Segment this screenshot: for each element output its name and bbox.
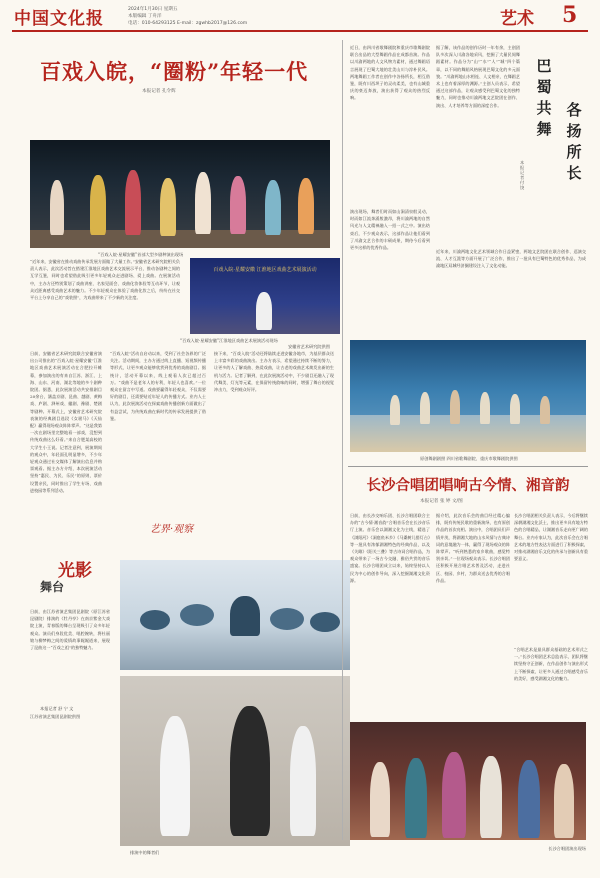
sidebar-title-big: 光影	[58, 561, 92, 581]
article2-title-char-7: 所	[566, 143, 582, 161]
dance-photo-caption: 排演中的舞者们	[130, 850, 160, 855]
sidebar-photo-credit: 江苏省演艺集团昆剧院供图	[30, 714, 81, 719]
article2-vertical-title-2	[560, 100, 588, 184]
article1-column-1: 日前，安徽省艺术研究院联合安徽省演出公司推出的“百戏入皖·星耀安徽”江淮地区戏曲艺术展演活动在合肥拉开帷幕，参加演出的有来自江苏、浙江、上海、山东、河南、湖北等地的多个剧种院团。据悉，此次展演活动共安排剧目20余台，涵盖京剧、昆曲、越剧、黄梅戏、庐剧、泗州戏、徽剧、豫剧、楚剧等剧种。开幕式上，安徽省艺术研究院表演的经典剧目选段《女驸马》《天仙配》赢得现场观众阵阵掌声。“这是我第一次在剧场里完整地看一部戏，没想到传统戏曲这么好看。”来自合肥某高校的大学生小王说。记者注意到，展演期间的观众中，年轻面孔明显增多，不少年轻观众通过社交媒体了解演出信息并购票观看。据主办方介绍，本次展演活动坚持“惠民、为民、乐民”的原则，票价设置亲民，同时推出了学生专场、戏曲进校园等系列活动。	[30, 351, 102, 493]
article2-title-char-5: 各	[566, 101, 582, 119]
page-editor: 本版编辑 丁舟洋	[128, 14, 162, 19]
article3-text-1: 日前，由长沙交响乐团、长沙合唱团联合主办的“古今情·湘音韵”合唱音乐会在长沙音乐厅上演。音乐会以湖湘文化为主线，精选了《浏阳河》《洞庭鱼米乡》《马桑树儿搭灯台》等一批具有浓郁湖湘特色的经典作品，以及《关雎》《阳关三叠》等古诗词合唱作品，为观众带来了一场古今交融、雅俗共赏的音乐盛宴。长沙合唱团成立以来，始终坚持以人民为中心的创作导向，深入挖掘湖湘文化资源。	[350, 513, 430, 583]
article1-title: 百戏入皖，“圈粉”年轻一代	[40, 59, 309, 84]
article1-column-3: “百戏入皖”活动自启动以来，受到了社会各界的广泛关注。活动期间，主办方通过线上直播、短视频传播等形式，让更多观众能够欣赏到优秀的戏曲剧目。据统计，活动开幕以来，线上观看人次已超过百万。“戏曲不是老年人的专利，年轻人也喜欢。”一位观众在留言中写道。戏曲要赢得年轻观众，不仅需要好的剧目，还需要贴近年轻人的传播方式。业内人士认为，此次展演活动在探索戏曲传播创新方面做出了有益尝试，为传统戏曲在新时代的传承发展提供了借鉴。	[110, 351, 206, 421]
article2-title-char-8: 长	[566, 164, 582, 182]
article3-text-3: 长沙合唱团相关负责人表示，今后将继续深耕湖湘文化沃土，推出更多具有地方特色的合唱精品，让湖湘音乐走向更广阔的舞台。业内专家认为，此次音乐会在合唱艺术的地方性表达方面进行了积极探索，对推动湖湘音乐文化的传承与创新具有重要意义。	[514, 513, 588, 562]
article1-caption-1: “百戏入皖·星耀安徽”首部大型多剧种演出现场	[98, 252, 184, 257]
article2-text-1: 近日，由四川省歌舞剧院和重庆市歌舞剧院联合出品的大型舞蹈作品在成都首演。作品以川渝两地的人文风物为素材，通过舞蹈语言展现了巴蜀大地的壮美山川与淳朴民风。两地舞蹈工作者在创作中各扬所长，相互借鉴，既有川西坝子的灵动柔美，也有山城重庆的豪迈奔放，演出获得了观众的热烈反响。	[350, 45, 430, 101]
dance-photo-2	[120, 676, 350, 846]
article1-column-4: 接下来，“百戏入皖”活动还将陆续走进安徽各地市，为基层群众送上丰富多彩的戏曲演出。主办方表示，希望通过持续不断的努力，让更多的人了解戏曲、热爱戏曲，让古老的戏曲艺术焕发出新的生机与活力。记者了解到，在此次展演活动中，不少剧目还融入了现代舞美、灯光等元素，在保留传统韵味的同时，增强了舞台的视觉冲击力，受到观众好评。	[214, 351, 334, 393]
article1-caption-credit: 安徽省艺术研究院供图	[288, 344, 330, 349]
sidebar-title-small: 舞台	[40, 580, 65, 594]
article3-text-2: 据介绍，此次音乐会的曲目经过精心编排，既有传统民歌的重新演绎，也有原创作品的首次亮相。演出中，合唱团员们声情并茂，将湖湘大地的山水风情与古典诗词的意境融为一体，赢得了现场观众的阵阵掌声。“听到熟悉的家乡歌曲，感觉特别亲切。”一位现场观众表示。长沙合唱团还积极开展合唱艺术普及活动，走进社区、校园、乡村，为群众送去优秀的合唱作品。	[436, 513, 510, 583]
article2-photo-caption: 原创舞剧剧照 四川省歌舞剧院、重庆市歌舞剧院供图	[420, 456, 518, 461]
mid-section-logo: 艺界·观察	[150, 524, 194, 535]
article2-byline: 本报记者 付 饶	[520, 160, 525, 190]
masthead-rule	[12, 30, 588, 32]
issue-date: 2024年1月30日 星期五	[128, 7, 178, 12]
article1-column-2: “近年来，安徽省在推动戏曲传承发展方面做了大量工作。”安徽省艺术研究院相关负责人表示，此次活动旨在搭建江淮地区戏曲艺术交流展示平台，推动各剧种之间的互学互鉴，同时也希望借此吸引更多年轻观众走进剧场、爱上戏曲。在展演活动中，主办方还特别策划了戏曲讲座、名家见面会、戏曲化妆体验等互动环节，让观众近距离感受戏曲艺术的魅力。不少年轻观众在体验了戏曲化妆之后，纷纷在社交平台上分享自己的“戏装照”，为戏曲带来了不少新的关注度。	[30, 259, 180, 301]
article2-text-4: 近年来，川渝两地文化艺术领域合作日益紧密，两地文艺院团在联合创作、巡演交流、人才互派等方面开展了广泛合作，推出了一批具有巴蜀特色的优秀作品，为成渝地区双城经济圈建设注入了文化动能。	[436, 249, 586, 269]
article3-title: 长沙合唱团唱响古今情、湘音韵	[366, 477, 570, 494]
sidebar-text: 日前，由江苏省演艺集团昆剧院（原江苏省昆剧院）排演的《牡丹亭》在南京紫金大戏院上演，青春版的舞台呈现吸引了众多年轻观众。演员们身段优美、唱腔婉转，将杜丽娘与柳梦梅之间的爱情故事娓娓道来，展现了昆曲这一“百戏之祖”的独特魅力。	[30, 609, 110, 651]
masthead-meta	[128, 6, 298, 27]
article2-title-char-2: 蜀	[536, 78, 552, 96]
choir-photo	[350, 722, 586, 840]
article3-text-4: “合唱艺术是最具群众基础的艺术形式之一。”长沙合唱团艺术总监表示，团队将继续坚持守正创新，在作品创作与演出形式上不断探索，让更多人通过合唱感受音乐的美好，感受湖湘文化的魅力。	[514, 647, 588, 681]
article1-byline: 本报记者 孔令辉	[142, 89, 176, 94]
dance-drama-photo	[350, 340, 586, 452]
article2-title-char-4: 舞	[536, 120, 552, 138]
section-name: 艺术	[500, 9, 534, 29]
article2-text-2: 据了解，该作品的创作历时一年有余，主创团队多次深入川渝各地采风，挖掘了大量民间舞蹈素材。作品分为“山”“水”“人”“城”四个篇章，以不同的舞蹈风格展现巴蜀文化的多元面貌。“川渝两地山水相连、人文相亲，在舞蹈艺术上也有着深厚的渊源。”主创人员表示，希望通过这部作品，让观众感受到巴蜀文化的独特魅力，同时也推动川渝两地文艺院团在创作、演出、人才培养等方面的深度合作。	[436, 45, 520, 108]
article2-title-char-6: 扬	[566, 122, 582, 140]
article3-photo-caption: 长沙合唱团演出现场	[548, 846, 586, 851]
article2-title-char-3: 共	[536, 99, 552, 117]
opera-stage-photo-1	[30, 140, 330, 248]
article2-title-char-1: 巴	[536, 57, 552, 75]
page-number: 5	[562, 2, 578, 28]
article3-byline: 本报记者 张 婷 文/图	[420, 499, 463, 504]
contact-info: 电话：010-64293125 E-mail：zgwhb2017@126.com	[128, 21, 248, 26]
article2-text-3: 演出现场，舞者们时而如山涧清泉般灵动，时而如江流奔涌般激昂，将川渝两地的自然风光与人文精神融入一招一式之中。演出结束后，不少观众表示，这部作品让他们看到了川渝文艺合作的丰硕成果，期待今后看到更多这样的优秀作品。	[350, 209, 430, 251]
article2-vertical-title	[530, 56, 558, 140]
newspaper-logo: 中国文化报	[14, 9, 104, 29]
section-rule	[348, 466, 588, 467]
opera-stage-photo-2	[190, 258, 340, 334]
sidebar-credit: 本报记者 舒 宁 文	[40, 706, 74, 711]
article1-caption-2: “百戏入皖·星耀安徽”江淮地区戏曲艺术展演活动现场	[180, 338, 278, 343]
dance-photo-1	[120, 560, 350, 670]
column-divider	[342, 40, 343, 840]
stage-banner-text: 百戏入皖·星耀安徽 江淮地区戏曲艺术展演活动	[213, 267, 317, 273]
